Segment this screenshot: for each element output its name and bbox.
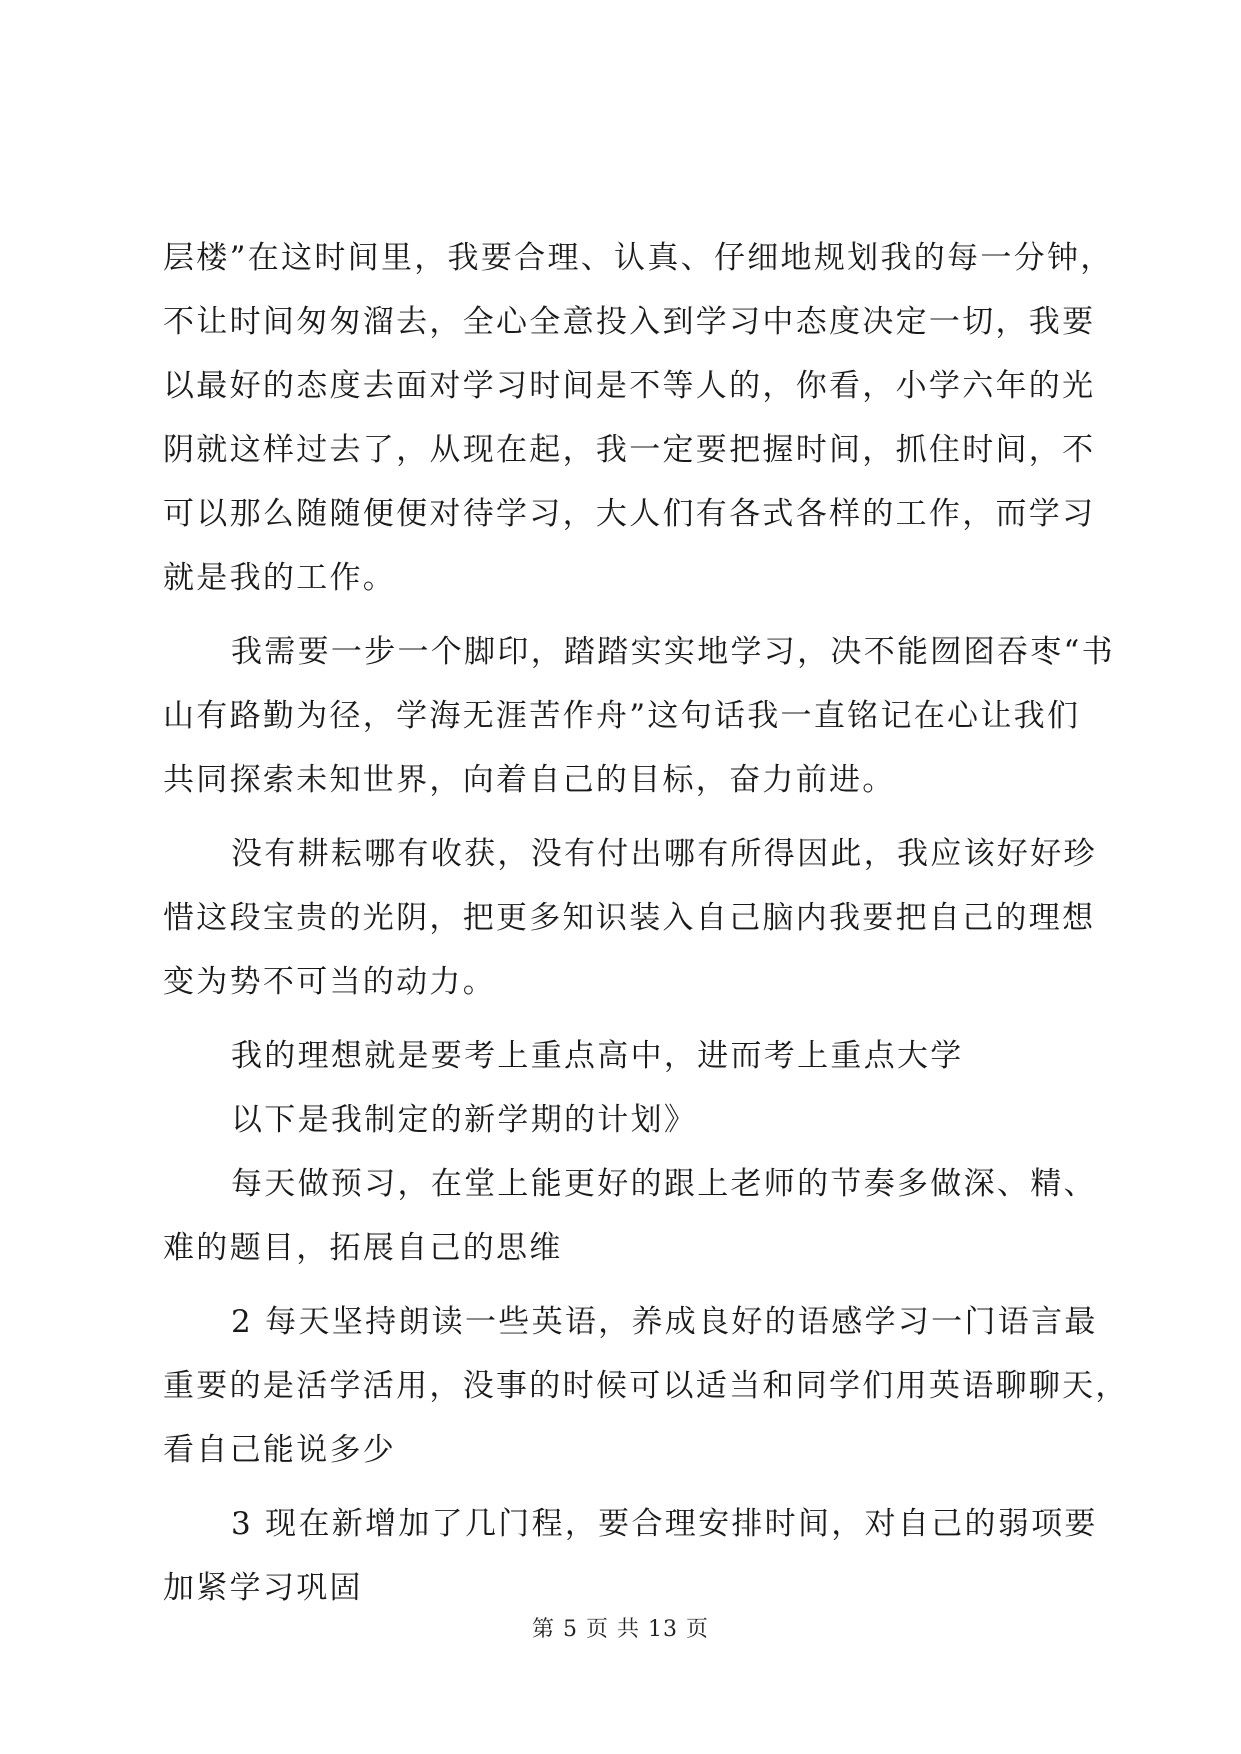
paragraph-first-line: 没有耕耘哪有收获，没有付出哪有所得因此，我应该好好珍 [231, 836, 1097, 872]
paragraph-first-line: 3 现在新增加了几门程，要合理安排时间，对自己的弱项要 [231, 1506, 1098, 1542]
text-line: 看自己能说多少 [163, 1432, 397, 1468]
text-line: 不让时间匆匆溜去，全心全意投入到学习中态度决定一切，我要 [163, 304, 1096, 340]
text-line: 共同探索未知世界，向着自己的目标，奋力前进。 [163, 762, 896, 798]
paragraph-first-line: 每天做预习，在堂上能更好的跟上老师的节奏多做深、精、 [231, 1166, 1097, 1202]
text-line: 以最好的态度去面对学习时间是不等人的，你看，小学六年的光 [163, 368, 1096, 404]
paragraph-first-line: 2 每天坚持朗读一些英语，养成良好的语感学习一门语言最 [231, 1304, 1098, 1340]
text-line: 重要的是活学活用，没事的时候可以适当和同学们用英语聊聊天， [163, 1368, 1129, 1404]
text-line: 就是我的工作。 [163, 560, 397, 596]
page-number-footer: 第 5 页 共 13 页 [532, 1617, 709, 1642]
document-body [163, 226, 1129, 1620]
text-line: 可以那么随随便便对待学习，大人们有各式各样的工作，而学习 [163, 496, 1096, 532]
text-line: 山有路勤为径，学海无涯苦作舟”这句话我一直铭记在心让我们 [163, 698, 1081, 734]
paragraph-first-line: 我需要一步一个脚印，踏踏实实地学习，决不能囫囵吞枣“书 [231, 634, 1115, 670]
text-line: 难的题目，拓展自己的思维 [163, 1230, 563, 1266]
text-line: 层楼”在这时间里，我要合理、认真、仔细地规划我的每一分钟， [163, 240, 1114, 276]
text-line: 惜这段宝贵的光阴，把更多知识装入自己脑内我要把自己的理想 [163, 900, 1096, 936]
text-line: 变为势不可当的动力。 [163, 964, 496, 1000]
paragraph-first-line: 我的理想就是要考上重点高中，进而考上重点大学 [231, 1038, 964, 1074]
paragraph-first-line: 以下是我制定的新学期的计划》 [231, 1102, 698, 1138]
text-line: 阴就这样过去了，从现在起，我一定要把握时间，抓住时间，不 [163, 432, 1096, 468]
text-line: 加紧学习巩固 [163, 1570, 363, 1606]
